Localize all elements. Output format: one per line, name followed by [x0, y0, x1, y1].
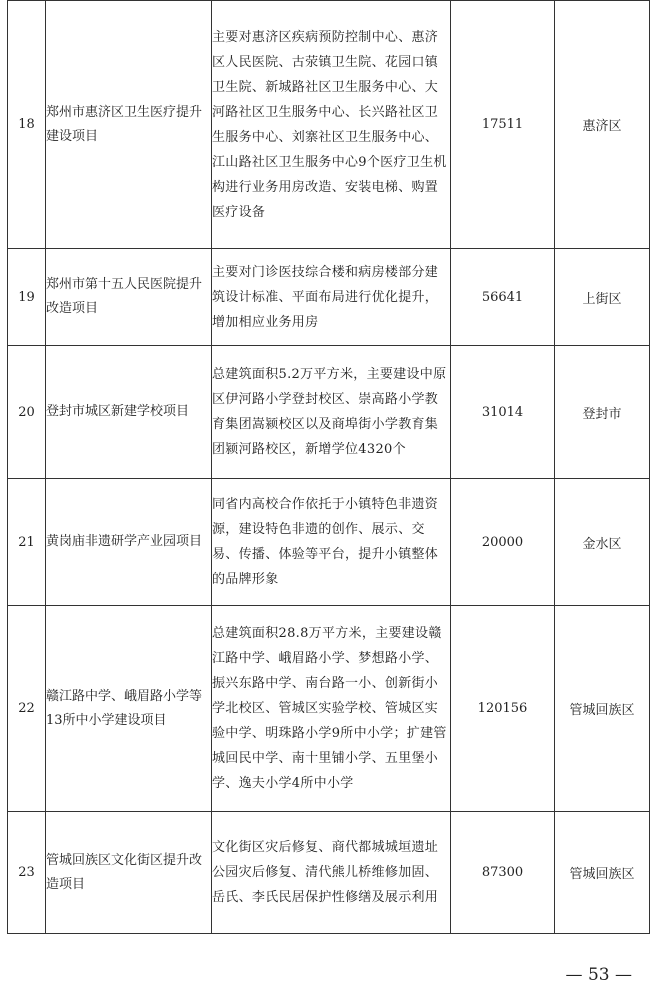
project-description: 总建筑面积5.2万平方米，主要建设中原区伊河路小学登封校区、崇高路小学教育集团嵩颍校区以及商埠街小学教育集团颍河路校区，新增学位4320个: [212, 346, 451, 479]
district: 管城回族区: [555, 606, 650, 812]
project-name: 黄岗庙非遗研学产业园项目: [46, 479, 212, 606]
investment-amount: 56641: [451, 249, 555, 346]
page-number: — 53 —: [565, 965, 632, 985]
project-description: 总建筑面积28.8万平方米，主要建设赣江路中学、峨眉路小学、梦想路小学、振兴东路中学、南台路一小、创新街小学北校区、管城区实验学校、管城区实验中学、明珠路小学9所中小学；扩建管城回民中学、南十里铺小学、五里堡小学、逸夫小学4所中小学: [212, 606, 451, 812]
district: 惠济区: [555, 1, 650, 249]
project-name: 赣江路中学、峨眉路小学等13所中小学建设项目: [46, 606, 212, 812]
table-row: [8, 1, 650, 249]
table-row: [8, 606, 650, 812]
row-number: 19: [8, 249, 46, 346]
district: 管城回族区: [555, 812, 650, 934]
table-row: [8, 479, 650, 606]
table-row: [8, 812, 650, 934]
investment-amount: 120156: [451, 606, 555, 812]
project-description: 文化街区灾后修复、商代都城城垣遗址公园灾后修复、清代熊儿桥维修加固、岳氏、李氏民居保护性修缮及展示利用: [212, 812, 451, 934]
project-description: 同省内高校合作依托于小镇特色非遗资源，建设特色非遗的创作、展示、交易、传播、体验等平台，提升小镇整体的品牌形象: [212, 479, 451, 606]
project-name: 郑州市惠济区卫生医疗提升建设项目: [46, 1, 212, 249]
row-number: 22: [8, 606, 46, 812]
investment-amount: 20000: [451, 479, 555, 606]
row-number: 23: [8, 812, 46, 934]
project-name: 郑州市第十五人民医院提升改造项目: [46, 249, 212, 346]
project-name: 登封市城区新建学校项目: [46, 346, 212, 479]
investment-amount: 87300: [451, 812, 555, 934]
table-row: [8, 346, 650, 479]
investment-amount: 31014: [451, 346, 555, 479]
district: 金水区: [555, 479, 650, 606]
district: 登封市: [555, 346, 650, 479]
district: 上街区: [555, 249, 650, 346]
row-number: 21: [8, 479, 46, 606]
project-description: 主要对惠济区疾病预防控制中心、惠济区人民医院、古荥镇卫生院、花园口镇卫生院、新城路社区卫生服务中心、大河路社区卫生服务中心、长兴路社区卫生服务中心、刘寨社区卫生服务中心、江山路社区卫生服务中心9个医疗卫生机构进行业务用房改造、安装电梯、购置医疗设备: [212, 1, 451, 249]
table-row: [8, 249, 650, 346]
row-number: 20: [8, 346, 46, 479]
project-table: [7, 0, 650, 934]
project-description: 主要对门诊医技综合楼和病房楼部分建筑设计标准、平面布局进行优化提升，增加相应业务用房: [212, 249, 451, 346]
row-number: 18: [8, 1, 46, 249]
project-name: 管城回族区文化街区提升改造项目: [46, 812, 212, 934]
investment-amount: 17511: [451, 1, 555, 249]
